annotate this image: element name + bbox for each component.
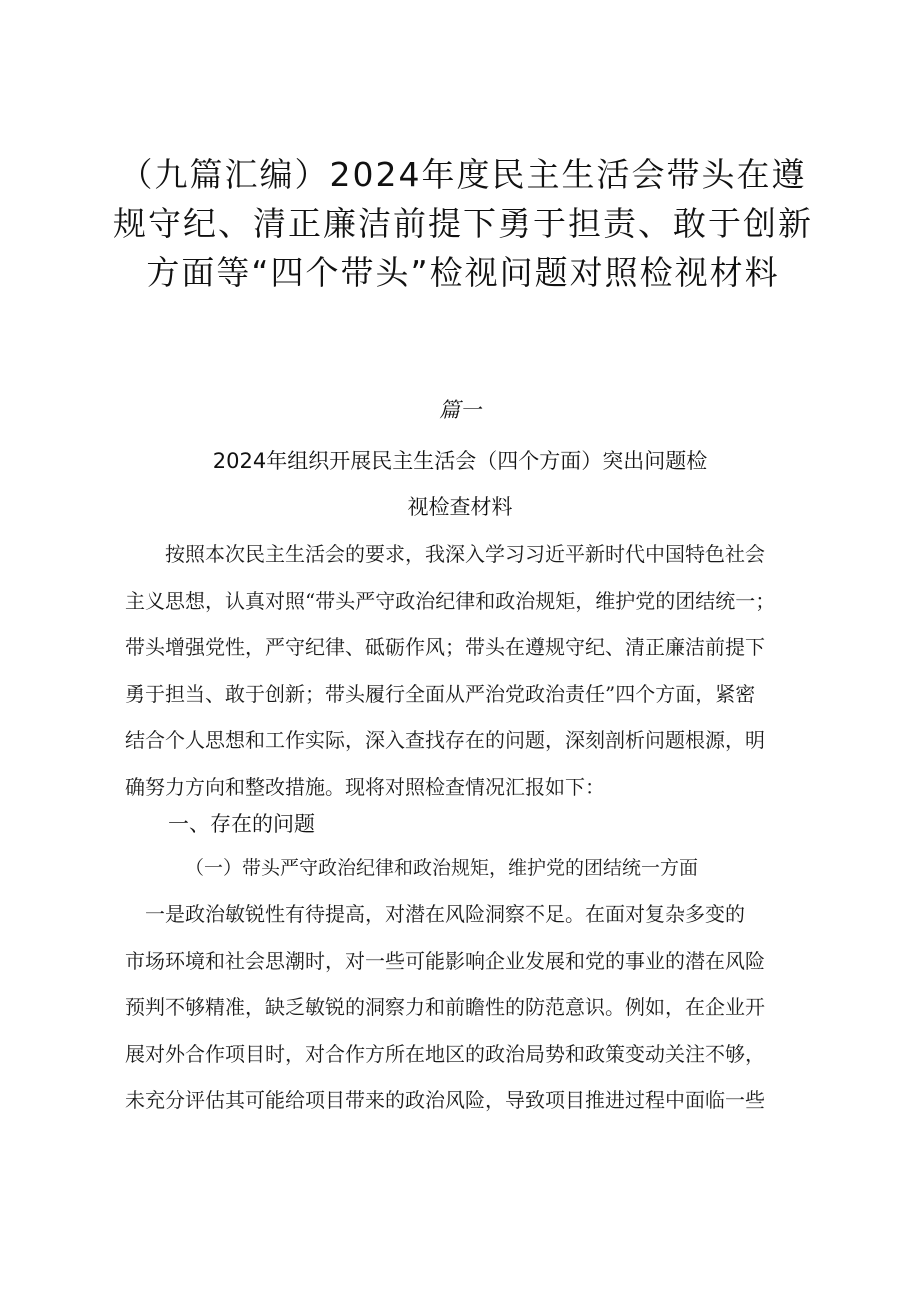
paragraph-line: 展对外合作项目时，对合作方所在地区的政治局势和政策变动关注不够， (125, 1041, 765, 1066)
paragraph-line: 带头增强党性，严守纪律、砥砺作风；带头在遵规守纪、清正廉洁前提下 (125, 635, 765, 659)
section-heading (150, 438, 770, 530)
title-line: 规守纪、清正廉洁前提下勇于担责、敢于创新 (113, 204, 813, 243)
paragraph-line: 主义思想，认真对照“带头严守政治纪律和政治规矩，维护党的团结统一； (125, 588, 776, 613)
subheading-political-discipline: （一）带头严守政治纪律和政治规矩，维护党的团结统一方面 (185, 857, 699, 879)
document-title (108, 150, 818, 297)
paragraph-line: 结合个人思想和工作实际，深入查找存在的问题，深刻剖析问题根源，明 (125, 728, 765, 752)
heading-existing-problems: 一、存在的问题 (168, 812, 315, 836)
title-line: 方面等“四个带头”检视问题对照检视材料 (146, 253, 780, 292)
intro-paragraph (125, 531, 815, 810)
paragraph-line: 未充分评估其可能给项目带来的政治风险，导致项目推进过程中面临一些 (125, 1088, 765, 1112)
chapter-label: 篇一 (439, 398, 481, 422)
body-paragraph (125, 891, 815, 1124)
paragraph-line: 按照本次民主生活会的要求，我深入学习习近平新时代中国特色社会 (125, 542, 765, 566)
section-heading-line: 视检查材料 (407, 495, 513, 519)
paragraph-line: 预判不够精准，缺乏敏锐的洞察力和前瞻性的防范意识。例如，在企业开 (125, 995, 765, 1019)
paragraph-line: 确努力方向和整改措施。现将对照检查情况汇报如下： (125, 774, 605, 799)
title-line: （九篇汇编）2024年度民主生活会带头在遵 (119, 155, 807, 194)
paragraph-line: 勇于担当、敢于创新；带头履行全面从严治党政治责任”四个方面，紧密 (125, 681, 756, 706)
section-heading-line: 2024年组织开展民主生活会（四个方面）突出问题检 (212, 449, 708, 473)
paragraph-line: 市场环境和社会思潮时，对一些可能影响企业发展和党的事业的潜在风险 (125, 948, 765, 973)
paragraph-line: 一是政治敏锐性有待提高，对潜在风险洞察不足。在面对复杂多变的 (125, 902, 745, 926)
